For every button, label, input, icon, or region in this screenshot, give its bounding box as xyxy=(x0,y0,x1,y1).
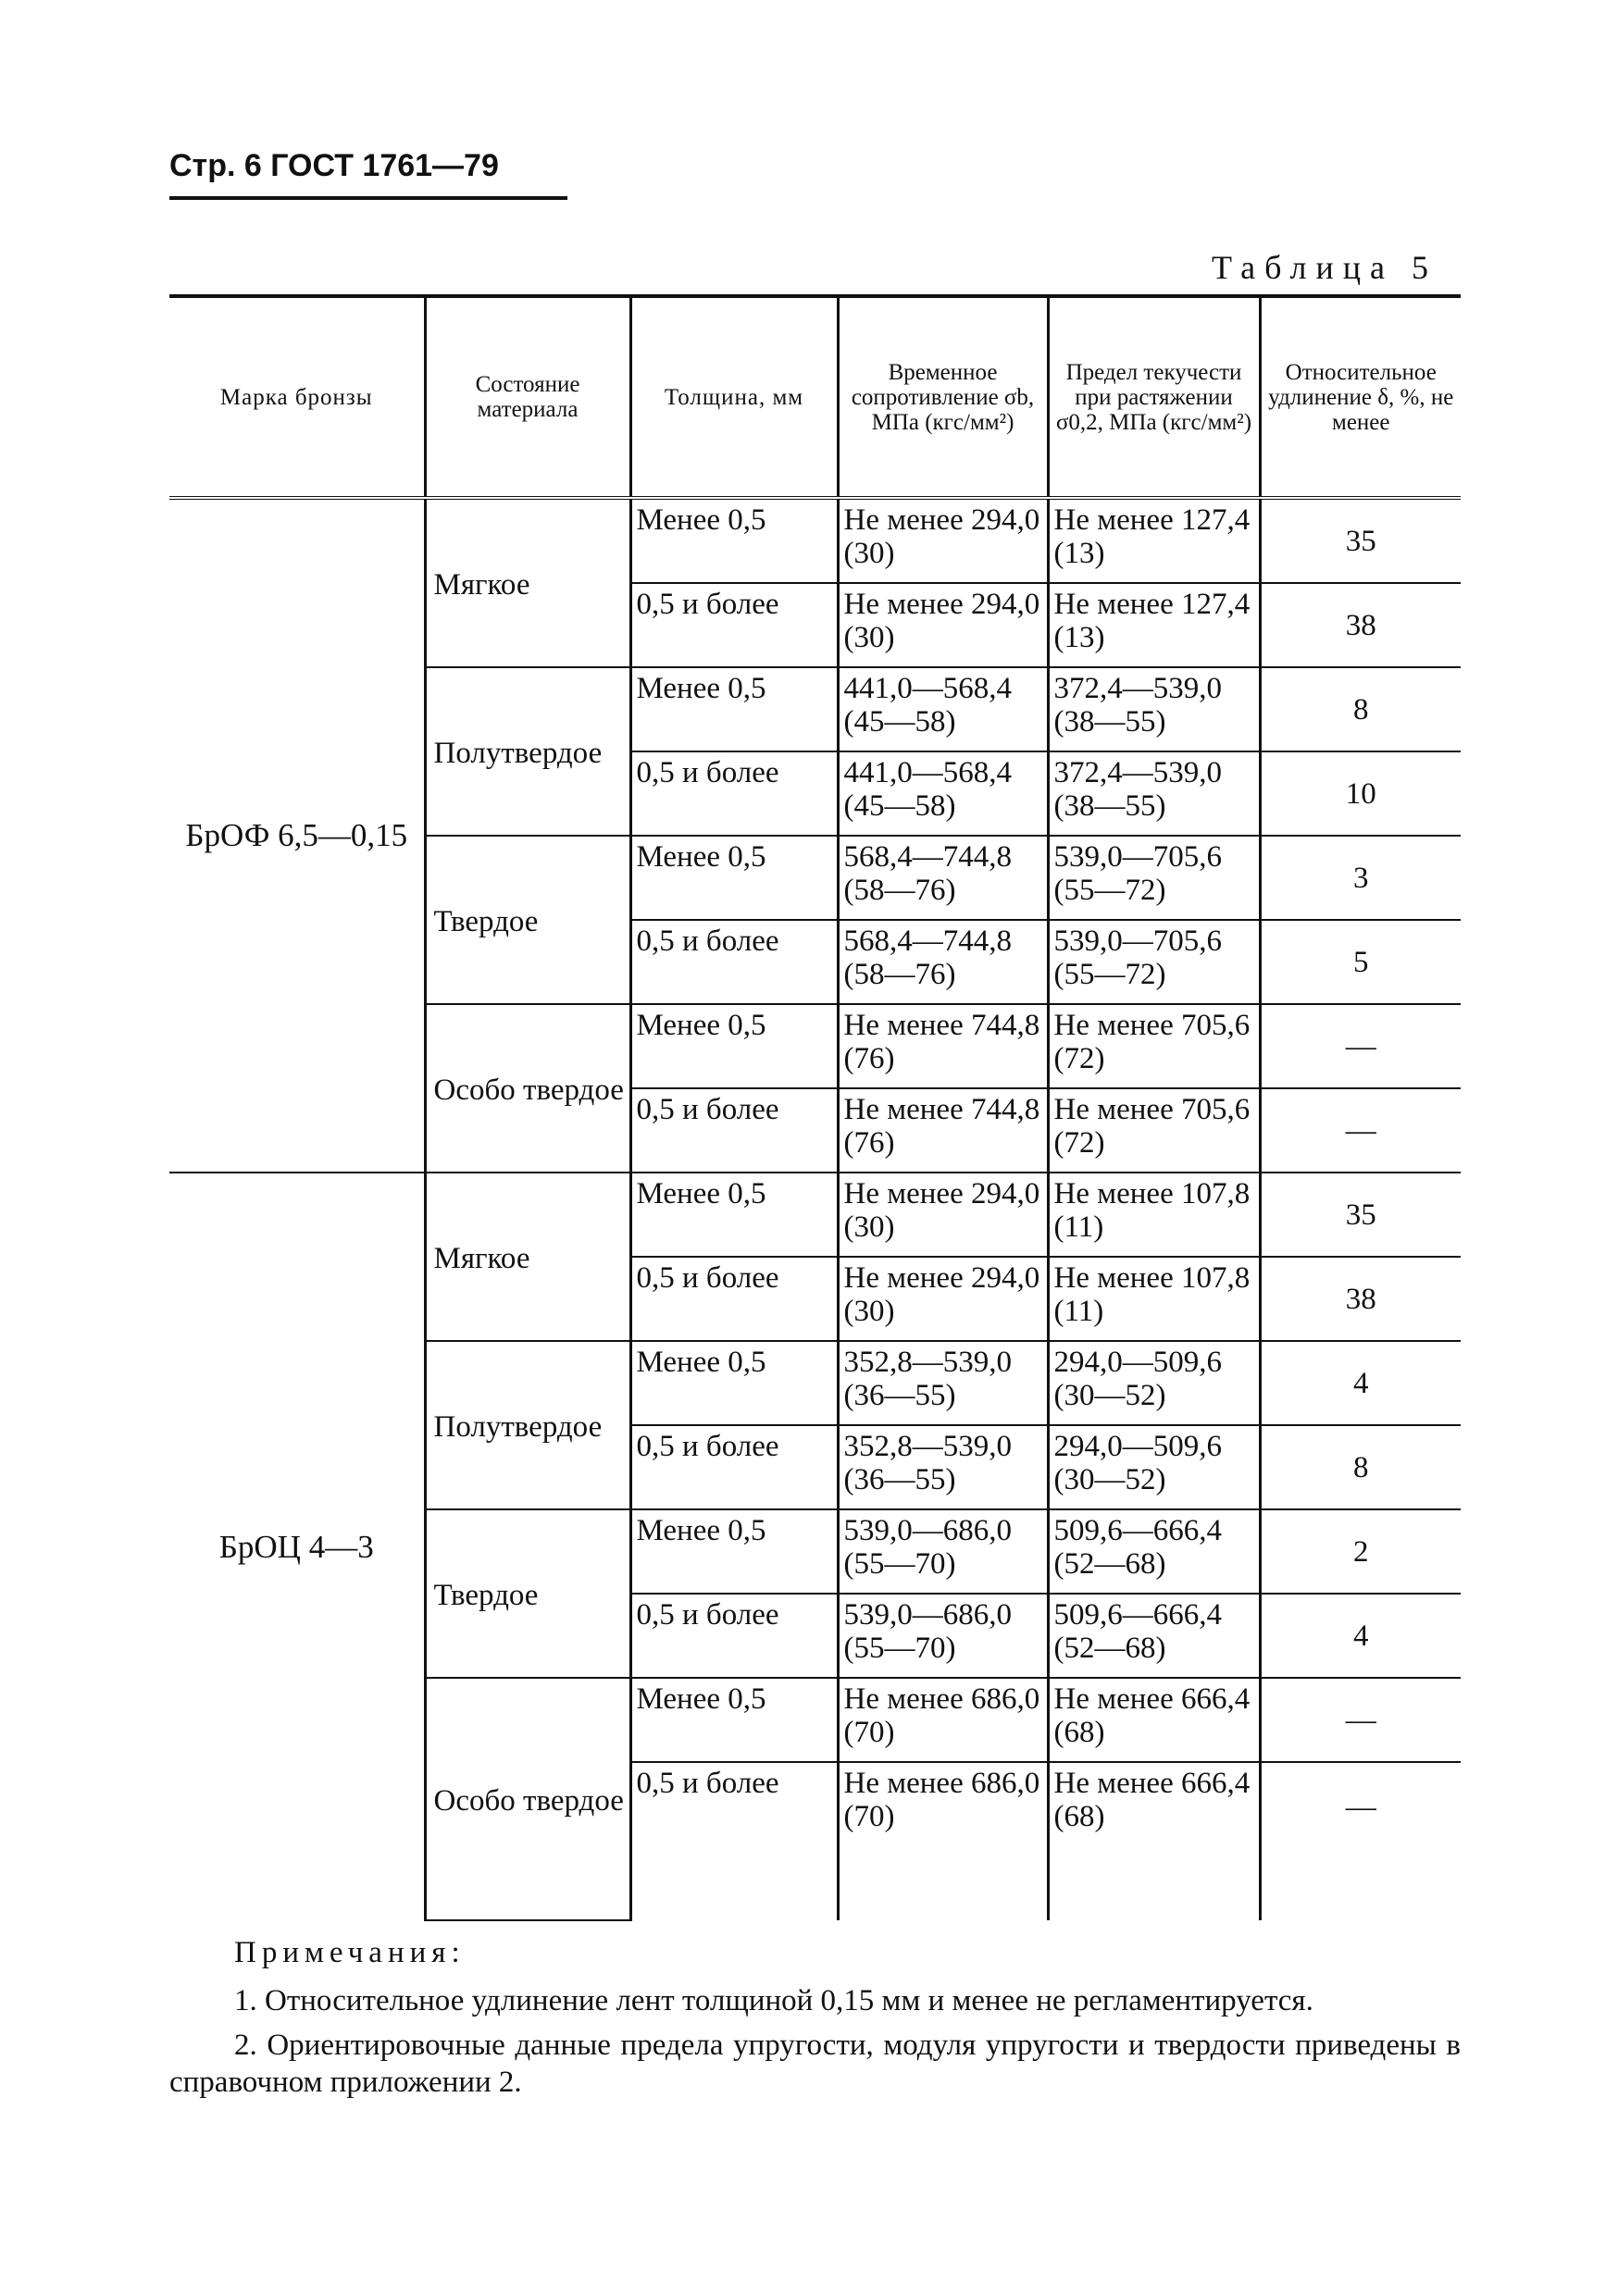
tensile-strength-cell: 568,4—744,8 (58—76) xyxy=(838,920,1048,1004)
notes-section xyxy=(169,1934,1461,2108)
column-header-grade: Марка бронзы xyxy=(169,296,425,498)
mechanical-properties-table xyxy=(169,294,1461,1921)
thickness-cell: 0,5 и более xyxy=(630,751,838,836)
elongation-cell: 4 xyxy=(1260,1594,1461,1678)
tensile-strength-cell: Не менее 294,0 (30) xyxy=(838,1173,1048,1257)
tensile-strength-cell: 441,0—568,4 (45—58) xyxy=(838,751,1048,836)
note-item: 2. Ориентировочные данные предела упругости, модуля упругости и твердости приведены в справочном приложении 2. xyxy=(169,2029,1461,2099)
elongation-cell: 35 xyxy=(1260,1173,1461,1257)
tensile-strength-cell: Не менее 294,0 (30) xyxy=(838,1257,1048,1341)
tensile-strength-cell: 539,0—686,0 (55—70) xyxy=(838,1594,1048,1678)
table-body xyxy=(169,498,1461,1920)
tensile-strength-cell: Не менее 744,8 (76) xyxy=(838,1004,1048,1088)
table-header-row xyxy=(169,296,1461,498)
elongation-cell: 35 xyxy=(1260,498,1461,583)
yield-strength-cell: 294,0—509,6 (30—52) xyxy=(1048,1341,1260,1425)
material-state-cell: Полутвердое xyxy=(425,667,630,836)
thickness-cell: 0,5 и более xyxy=(630,1594,838,1678)
elongation-cell: — xyxy=(1260,1762,1461,1920)
bronze-grade-cell: БрОЦ 4—3 xyxy=(218,1528,374,1565)
column-header-thickness: Толщина, мм xyxy=(630,296,838,498)
yield-strength-cell: Не менее 705,6 (72) xyxy=(1048,1088,1260,1173)
table-row xyxy=(169,498,1461,583)
yield-strength-cell: Не менее 127,4 (13) xyxy=(1048,498,1260,583)
material-state-cell: Мягкое xyxy=(425,1173,630,1341)
tensile-strength-cell: Не менее 294,0 (30) xyxy=(838,583,1048,667)
column-header-yield-strength: Предел текучести при растяжении σ0,2, МПа (кгс/мм²) xyxy=(1048,296,1260,498)
tensile-strength-cell: Не менее 686,0 (70) xyxy=(838,1762,1048,1920)
material-state-cell: Мягкое xyxy=(425,498,630,667)
elongation-cell: — xyxy=(1260,1004,1461,1088)
tensile-strength-cell: Не менее 294,0 (30) xyxy=(838,498,1048,583)
elongation-cell: 38 xyxy=(1260,1257,1461,1341)
thickness-cell: Менее 0,5 xyxy=(630,1173,838,1257)
elongation-cell: 4 xyxy=(1260,1341,1461,1425)
thickness-cell: 0,5 и более xyxy=(630,1088,838,1173)
yield-strength-cell: 509,6—666,4 (52—68) xyxy=(1048,1594,1260,1678)
notes-title: Примечания: xyxy=(234,1936,466,1969)
yield-strength-cell: Не менее 666,4 (68) xyxy=(1048,1678,1260,1762)
yield-strength-cell: 539,0—705,6 (55—72) xyxy=(1048,920,1260,1004)
material-state-cell: Полутвердое xyxy=(425,1341,630,1509)
column-header-state: Состояние материала xyxy=(425,296,630,498)
yield-strength-cell: 509,6—666,4 (52—68) xyxy=(1048,1509,1260,1594)
thickness-cell: Менее 0,5 xyxy=(630,1678,838,1762)
elongation-cell: 8 xyxy=(1260,667,1461,751)
tensile-strength-cell: Не менее 744,8 (76) xyxy=(838,1088,1048,1173)
note-item: 1. Относительное удлинение лент толщиной 0,15 мм и менее не регламентируется. xyxy=(234,1984,1313,2017)
thickness-cell: 0,5 и более xyxy=(630,583,838,667)
elongation-cell: 3 xyxy=(1260,836,1461,920)
tensile-strength-cell: Не менее 686,0 (70) xyxy=(838,1678,1048,1762)
tensile-strength-cell: 568,4—744,8 (58—76) xyxy=(838,836,1048,920)
elongation-cell: — xyxy=(1260,1678,1461,1762)
yield-strength-cell: Не менее 705,6 (72) xyxy=(1048,1004,1260,1088)
tensile-strength-cell: 539,0—686,0 (55—70) xyxy=(838,1509,1048,1594)
elongation-cell: 2 xyxy=(1260,1509,1461,1594)
material-state-cell: Твердое xyxy=(425,836,630,1004)
yield-strength-cell: Не менее 107,8 (11) xyxy=(1048,1257,1260,1341)
header-rule xyxy=(169,196,567,200)
elongation-cell: — xyxy=(1260,1088,1461,1173)
elongation-cell: 10 xyxy=(1260,751,1461,836)
thickness-cell: 0,5 и более xyxy=(630,1425,838,1509)
thickness-cell: Менее 0,5 xyxy=(630,1004,838,1088)
thickness-cell: Менее 0,5 xyxy=(630,1509,838,1594)
tensile-strength-cell: 352,8—539,0 (36—55) xyxy=(838,1341,1048,1425)
material-state-cell: Твердое xyxy=(425,1509,630,1678)
column-header-elongation: Относительное удлинение δ, %, не менее xyxy=(1260,296,1461,498)
thickness-cell: 0,5 и более xyxy=(630,1762,838,1920)
thickness-cell: Менее 0,5 xyxy=(630,667,838,751)
bronze-grade-cell: БрОФ 6,5—0,15 xyxy=(169,498,425,1173)
table-label: Таблица 5 xyxy=(1212,249,1438,286)
table-row xyxy=(169,1173,1461,1257)
elongation-cell: 38 xyxy=(1260,583,1461,667)
elongation-cell: 5 xyxy=(1260,920,1461,1004)
yield-strength-cell: 539,0—705,6 (55—72) xyxy=(1048,836,1260,920)
tensile-strength-cell: 441,0—568,4 (45—58) xyxy=(838,667,1048,751)
yield-strength-cell: 372,4—539,0 (38—55) xyxy=(1048,667,1260,751)
thickness-cell: 0,5 и более xyxy=(630,920,838,1004)
yield-strength-cell: 294,0—509,6 (30—52) xyxy=(1048,1425,1260,1509)
thickness-cell: Менее 0,5 xyxy=(630,1341,838,1425)
yield-strength-cell: Не менее 127,4 (13) xyxy=(1048,583,1260,667)
column-header-tensile-strength: Временное сопротивление σb, МПа (кгс/мм²) xyxy=(838,296,1048,498)
thickness-cell: Менее 0,5 xyxy=(630,836,838,920)
thickness-cell: Менее 0,5 xyxy=(630,498,838,583)
tensile-strength-cell: 352,8—539,0 (36—55) xyxy=(838,1425,1048,1509)
thickness-cell: 0,5 и более xyxy=(630,1257,838,1341)
material-state-cell: Особо твердое xyxy=(425,1004,630,1173)
page-header: Стр. 6 ГОСТ 1761—79 xyxy=(169,148,499,183)
material-state-cell: Особо твердое xyxy=(425,1678,630,1920)
yield-strength-cell: 372,4—539,0 (38—55) xyxy=(1048,751,1260,836)
yield-strength-cell: Не менее 107,8 (11) xyxy=(1048,1173,1260,1257)
yield-strength-cell: Не менее 666,4 (68) xyxy=(1048,1762,1260,1920)
elongation-cell: 8 xyxy=(1260,1425,1461,1509)
